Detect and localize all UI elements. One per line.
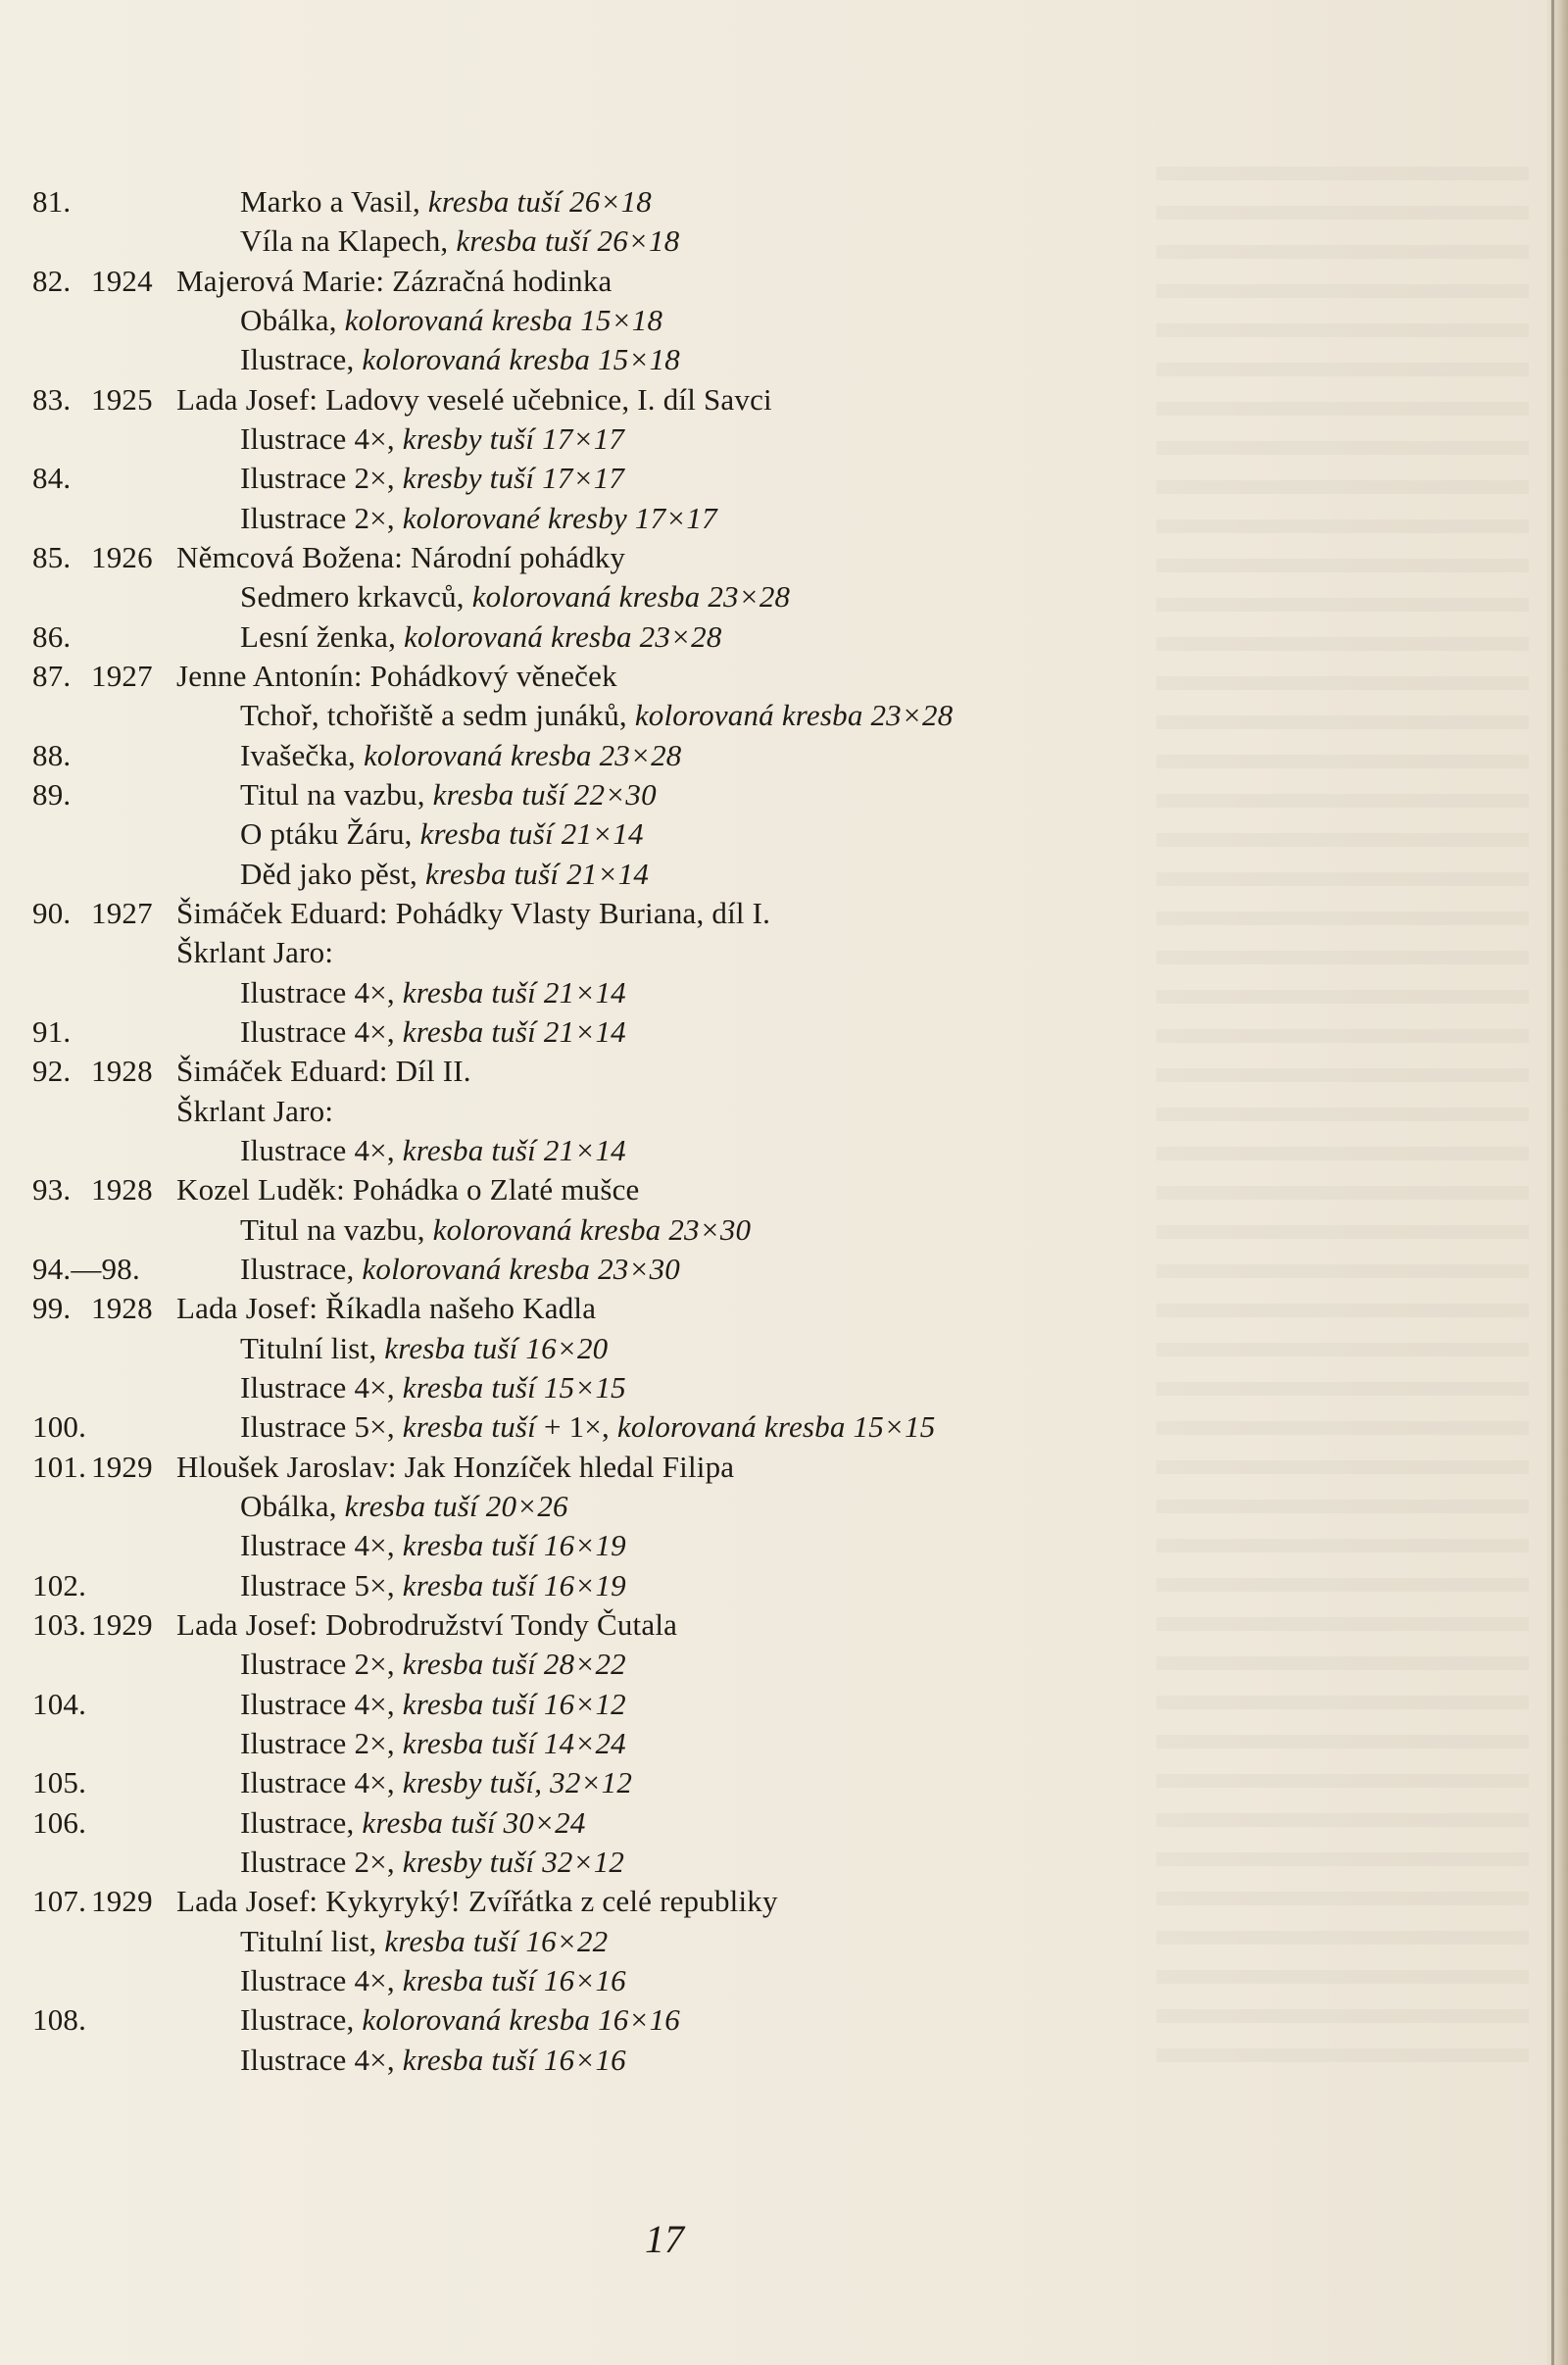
entry-year: 1927 — [91, 896, 153, 930]
technique-text: kresba tuší 21×14 — [402, 1133, 626, 1167]
item-text: Obálka, — [240, 303, 345, 337]
entry-item — [240, 459, 624, 498]
entry-item — [240, 1803, 586, 1843]
entry-number: 81. — [32, 184, 72, 219]
item-text: Marko a Vasil, — [240, 184, 428, 219]
technique-text: kolorovaná kresba 15×15 — [616, 1409, 936, 1444]
item-text: Ilustrace 4×, — [240, 2043, 403, 2077]
item-text: Ilustrace 2×, — [240, 1726, 403, 1760]
item-text: Ilustrace 4×, — [240, 1370, 403, 1404]
entry-title — [176, 1170, 640, 1209]
entry-year: 1927 — [91, 659, 153, 693]
entry-item — [240, 2041, 626, 2080]
item-text: Ilustrace, — [240, 2002, 363, 2037]
entry-item — [240, 1724, 626, 1763]
entry-item — [240, 1329, 608, 1368]
item-text: Lada Josef: Dobrodružství Tondy Čutala — [176, 1607, 678, 1642]
item-text: Majerová Marie: Zázračná hodinka — [176, 264, 612, 298]
technique-text: kresba tuší 16×22 — [384, 1924, 609, 1958]
entry-item — [240, 1250, 680, 1289]
entry-year: 1929 — [91, 1450, 153, 1484]
entry-item — [240, 775, 657, 814]
entry-year: 1928 — [91, 1054, 153, 1088]
item-text: Ilustrace 4×, — [240, 1014, 403, 1049]
item-text: Obálka, — [240, 1489, 345, 1523]
item-text: Ilustrace 2×, — [240, 1845, 403, 1879]
entry-year: 1928 — [91, 1291, 153, 1325]
entry-number: 93. — [32, 1172, 72, 1207]
entry-title — [176, 262, 612, 301]
technique-text: kresba tuší 16×12 — [402, 1687, 626, 1721]
entry-item — [240, 736, 682, 775]
entry-title — [176, 894, 770, 933]
entry-number: 83. — [32, 382, 72, 417]
technique-text: kresba tuší 26×18 — [456, 223, 680, 258]
entry-number: 94.—98. — [32, 1252, 140, 1286]
technique-text: kresba tuší 14×24 — [402, 1726, 626, 1760]
entry-item — [240, 973, 626, 1012]
entry-number: 90. — [32, 896, 72, 930]
entry-number: 108. — [32, 2002, 87, 2037]
item-text: Ivašečka, — [240, 738, 364, 772]
entry-item — [240, 1368, 626, 1407]
item-text: Titulní list, — [240, 1331, 385, 1365]
entry-item — [240, 1763, 632, 1802]
entry-item — [240, 419, 624, 459]
item-text: Ilustrace 2×, — [240, 501, 403, 535]
item-text: Ilustrace, — [240, 342, 363, 376]
entry-title — [176, 1605, 677, 1645]
technique-text: kolorovaná kresba 23×30 — [432, 1212, 752, 1247]
entry-number: 89. — [32, 777, 72, 812]
entry-item — [240, 1843, 624, 1882]
entry-number: 102. — [32, 1568, 87, 1602]
technique-text: kresba tuší 21×14 — [424, 857, 650, 891]
entry-item — [240, 1685, 626, 1724]
technique-text: kresby tuší 17×17 — [402, 461, 625, 495]
entry-item — [240, 2000, 680, 2040]
item-text: Ilustrace 4×, — [240, 1687, 403, 1721]
entry-title — [176, 1448, 734, 1487]
item-text: Ilustrace, — [240, 1805, 363, 1840]
entry-year: 1928 — [91, 1172, 153, 1207]
technique-text: kolorovaná kresba 23×28 — [363, 738, 682, 772]
entry-item — [240, 499, 717, 538]
item-text: Titul na vazbu, — [240, 777, 433, 812]
technique-text: kresba tuší 21×14 — [419, 816, 644, 851]
entry-year: 1925 — [91, 382, 153, 417]
entry-title — [176, 1092, 333, 1131]
item-text: Lada Josef: Říkadla našeho Kadla — [176, 1291, 597, 1325]
technique-text: kolorovaná kresba 15×18 — [344, 303, 663, 337]
entry-item — [240, 1131, 626, 1170]
technique-text: kolorované kresby 17×17 — [402, 501, 717, 535]
entry-number: 106. — [32, 1805, 87, 1840]
entry-number: 103. — [32, 1607, 87, 1642]
technique-text: kolorovaná kresba 23×28 — [404, 619, 722, 654]
item-text: Ilustrace 4×, — [240, 421, 403, 456]
item-text: Němcová Božena: Národní pohádky — [176, 540, 626, 574]
entry-item — [240, 814, 644, 854]
entry-title — [176, 933, 333, 972]
entry-number: 92. — [32, 1054, 72, 1088]
entry-year: 1926 — [91, 540, 153, 574]
item-text: Lada Josef: Ladovy veselé učebnice, I. díl Savci — [176, 382, 772, 417]
item-text: Šimáček Eduard: Díl II. — [176, 1054, 471, 1088]
item-text: Sedmero krkavců, — [240, 579, 472, 614]
technique-text: kresba tuší 30×24 — [362, 1805, 586, 1840]
item-text: + 1×, — [536, 1409, 617, 1444]
item-text: Ilustrace 5×, — [240, 1568, 403, 1602]
technique-text: kresby tuší, 32×12 — [402, 1765, 633, 1799]
item-text: Ilustrace 4×, — [240, 1963, 403, 1997]
technique-text: kresba tuší — [402, 1409, 536, 1444]
entry-title — [176, 380, 772, 419]
item-text: Titulní list, — [240, 1924, 385, 1958]
entry-item — [240, 182, 652, 222]
technique-text: kresba tuší 16×19 — [402, 1528, 626, 1562]
entry-title — [176, 1289, 596, 1328]
item-text: O ptáku Žáru, — [240, 816, 420, 851]
entry-item — [240, 1012, 626, 1052]
entry-item — [240, 1407, 935, 1447]
item-text: Ilustrace 4×, — [240, 1528, 403, 1562]
entry-year: 1929 — [91, 1884, 153, 1918]
technique-text: kresba tuší 15×15 — [402, 1370, 626, 1404]
technique-text: kolorovaná kresba 15×18 — [362, 342, 680, 376]
item-text: Ilustrace 5×, — [240, 1409, 403, 1444]
item-text: Lesní ženka, — [240, 619, 404, 654]
item-text: Škrlant Jaro: — [176, 935, 334, 969]
entry-number: 84. — [32, 461, 72, 495]
technique-text: kresba tuší 16×19 — [402, 1568, 626, 1602]
item-text: Titul na vazbu, — [240, 1212, 433, 1247]
technique-text: kresba tuší 21×14 — [402, 975, 626, 1010]
item-text: Kozel Luděk: Pohádka o Zlaté mušce — [176, 1172, 640, 1207]
entry-item — [240, 1526, 626, 1565]
technique-text: kolorovaná kresba 23×28 — [634, 698, 954, 732]
entry-year: 1924 — [91, 264, 153, 298]
item-text: Ilustrace 4×, — [240, 975, 403, 1010]
technique-text: kresba tuší 26×18 — [427, 184, 652, 219]
item-text: Děd jako pěst, — [240, 857, 425, 891]
entry-number: 91. — [32, 1014, 72, 1049]
item-text: Ilustrace 2×, — [240, 1647, 403, 1681]
entry-year: 1929 — [91, 1607, 153, 1642]
entry-number: 88. — [32, 738, 72, 772]
entry-item — [240, 855, 649, 894]
item-text: Šimáček Eduard: Pohádky Vlasty Buriana, díl I. — [176, 896, 771, 930]
item-text: Ilustrace 4×, — [240, 1133, 403, 1167]
item-text: Lada Josef: Kykyryký! Zvířátka z celé republiky — [176, 1884, 778, 1918]
entry-number: 100. — [32, 1409, 87, 1444]
item-text: Ilustrace, — [240, 1252, 363, 1286]
technique-text: kolorovaná kresba 23×30 — [362, 1252, 680, 1286]
entry-item — [240, 1566, 626, 1605]
entry-title — [176, 1882, 778, 1921]
entry-number: 107. — [32, 1884, 87, 1918]
entry-title — [176, 1052, 471, 1091]
entry-number: 99. — [32, 1291, 72, 1325]
technique-text: kresby tuší 17×17 — [402, 421, 625, 456]
entry-number: 101. — [32, 1450, 87, 1484]
entry-item — [240, 1210, 751, 1250]
entry-item — [240, 222, 679, 261]
entry-item — [240, 1922, 608, 1961]
entry-item — [240, 577, 790, 616]
entry-item — [240, 696, 953, 735]
entry-item — [240, 301, 662, 340]
entry-item — [240, 340, 680, 379]
technique-text: kolorovaná kresba 23×28 — [471, 579, 791, 614]
entry-number: 87. — [32, 659, 72, 693]
entry-number: 86. — [32, 619, 72, 654]
entry-number: 104. — [32, 1687, 87, 1721]
entry-item — [240, 1645, 626, 1684]
entry-item — [240, 1961, 626, 2000]
item-text: Ilustrace 4×, — [240, 1765, 403, 1799]
entry-title — [176, 538, 625, 577]
entry-number: 82. — [32, 264, 72, 298]
item-text: Tchoř, tchořiště a sedm junáků, — [240, 698, 635, 732]
item-text: Hloušek Jaroslav: Jak Honzíček hledal Filipa — [176, 1450, 735, 1484]
entry-item — [240, 617, 722, 657]
entry-number: 105. — [32, 1765, 87, 1799]
item-text: Ilustrace 2×, — [240, 461, 403, 495]
technique-text: kresba tuší 28×22 — [402, 1647, 626, 1681]
technique-text: kresba tuší 21×14 — [402, 1014, 626, 1049]
item-text: Víla na Klapech, — [240, 223, 457, 258]
technique-text: kresba tuší 20×26 — [344, 1489, 568, 1523]
item-text: Jenne Antonín: Pohádkový věneček — [176, 659, 617, 693]
page-number: 17 — [645, 2217, 684, 2261]
item-text: Škrlant Jaro: — [176, 1094, 334, 1128]
entry-number: 85. — [32, 540, 72, 574]
technique-text: kresby tuší 32×12 — [402, 1845, 625, 1879]
technique-text: kresba tuší 16×16 — [402, 1963, 626, 1997]
technique-text: kolorovaná kresba 16×16 — [362, 2002, 680, 2037]
entry-title — [176, 657, 617, 696]
technique-text: kresba tuší 16×20 — [384, 1331, 609, 1365]
technique-text: kresba tuší 16×16 — [402, 2043, 626, 2077]
entry-item — [240, 1487, 568, 1526]
technique-text: kresba tuší 22×30 — [432, 777, 657, 812]
